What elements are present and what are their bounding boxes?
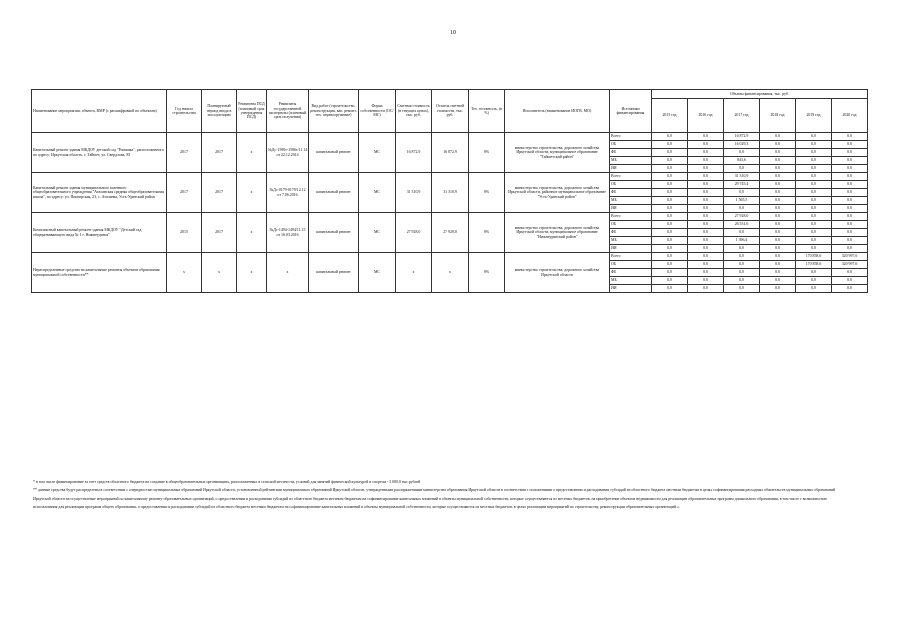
cell-year-end: 2017 xyxy=(202,213,237,253)
cell-amount: 31 310,9 xyxy=(724,173,760,181)
cell-source: ФБ xyxy=(610,149,652,157)
cell-amount: 0,0 xyxy=(760,149,796,157)
cell-amount: 0,0 xyxy=(652,205,688,213)
cell-work-type: капитальный ремонт xyxy=(309,213,359,253)
cell-amount: 0,0 xyxy=(688,205,724,213)
cell-amount: 0,0 xyxy=(688,165,724,173)
footnote-2: ** данные средства будут распределены в соответствии с очередностью муниципальных образований Иркутской области, установленной рейтингами муниципальных образований Иркутской области, утвержденными распоряжениями министерства образования Иркутской области в соответствии с положениями о предоставлении и расходовании субсидий из областного бюджета местным бюджетам в целях софинансирования расходных обязательств муниципальных образований Иркутской области на осуществление мероприятий по капитальному ремонту образовательных организаций, о предоставлении и расходовании субсидий из областного бюджета местным бюджетам на софинансирование капитальных вложений в объекты муниципальной собственности, которые осуществляются из местных бюджетов, на приобретение объектов недвижимости для реализации образовательных программ дошкольного образования, в том числе с возможностью использования для реализации программ общего образования, о предоставлении и расходовании субсидий из областного бюджета местным бюджетам на софинансирование капитальных вложений в объекты муниципальной собственности, которые осуществляются из местных бюджетов, в целях реализации мероприятий по строительству, реконструкции образовательных организаций.». xyxy=(33,488,836,509)
header-psd: Реквизиты ПСД (плановый срок утверждения ПСД) xyxy=(237,90,267,133)
cell-expertise: №Дс-0179-0179/12.12 от 7.06.2016 xyxy=(267,173,309,213)
cell-psd: х xyxy=(237,213,267,253)
header-year-2016: 2016 год xyxy=(688,99,724,133)
cell-amount: 0,0 xyxy=(832,213,868,221)
cell-remaining-cost: 31 310,9 xyxy=(432,173,469,213)
cell-amount: 0,0 xyxy=(832,237,868,245)
cell-amount: 0,0 xyxy=(796,197,832,205)
cell-ownership: МС xyxy=(359,253,396,293)
cell-amount: 0,0 xyxy=(796,205,832,213)
header-work-type: Вид работ (строительство, реконструкция, кап. ремонт, тех. перевооружение) xyxy=(309,90,359,133)
cell-amount: 0,0 xyxy=(832,157,868,165)
cell-amount: 0,0 xyxy=(652,221,688,229)
cell-amount: 0,0 xyxy=(760,141,796,149)
header-readiness: Тех. готовность, (в %) xyxy=(469,90,505,133)
header-executor: Исполнитель (наименование ИОГВ, МО) xyxy=(505,90,610,133)
header-name: Наименование мероприятия, объекта, ВМР (с расшифровкой по объектам) xyxy=(32,90,167,133)
cell-amount: 0,0 xyxy=(832,229,868,237)
cell-source: Всего xyxy=(610,253,652,261)
cell-amount: 0,0 xyxy=(724,149,760,157)
cell-amount: 0,0 xyxy=(724,205,760,213)
cell-amount: 0,0 xyxy=(688,277,724,285)
header-funding-title: Объемы финансирования, тыс. руб. xyxy=(652,90,868,99)
cell-amount: 0,0 xyxy=(688,189,724,197)
cell-source: Всего xyxy=(610,133,652,141)
cell-source: ИИ xyxy=(610,165,652,173)
cell-amount: 0,0 xyxy=(652,269,688,277)
cell-amount: 0,0 xyxy=(688,149,724,157)
cell-amount: 0,0 xyxy=(796,245,832,253)
header-expertise: Реквизиты государственной экспертизы (плановый срок получения) xyxy=(267,90,309,133)
table-body xyxy=(32,133,868,293)
cell-amount: 843,6 xyxy=(724,157,760,165)
cell-amount: 16 029,3 xyxy=(724,141,760,149)
cell-est-cost: 27 928,0 xyxy=(396,213,432,253)
cell-amount: 0,0 xyxy=(652,229,688,237)
cell-amount: 0,0 xyxy=(652,173,688,181)
cell-amount: 29 745,4 xyxy=(724,181,760,189)
cell-object-name: Капитальный ремонт здания муниципального казенного общеобразовательного учреждения "Аталанская средняя общеобразовательная школа", по адресу: ул. Пионерская, 23, с. Аталанка, Усть-Удинский район xyxy=(32,173,167,213)
cell-source: ИИ xyxy=(610,205,652,213)
header-year-2018: 2018 год xyxy=(760,99,796,133)
cell-amount: 26 531,6 xyxy=(724,221,760,229)
cell-amount: 0,0 xyxy=(760,197,796,205)
cell-readiness: 0% xyxy=(469,213,505,253)
cell-amount: 0,0 xyxy=(796,141,832,149)
cell-amount: 0,0 xyxy=(652,261,688,269)
cell-est-cost: х xyxy=(396,253,432,293)
cell-expertise: х xyxy=(267,253,309,293)
cell-amount: 0,0 xyxy=(724,245,760,253)
cell-amount: 0,0 xyxy=(724,189,760,197)
cell-est-cost: 16 872,9 xyxy=(396,133,432,173)
cell-year-start: 2015 xyxy=(167,213,202,253)
cell-amount: 0,0 xyxy=(652,213,688,221)
cell-amount: 0,0 xyxy=(688,181,724,189)
cell-amount: 0,0 xyxy=(652,149,688,157)
cell-object-name: Капитальный ремонт здания МКДОУ детский сад "Ромашка", расположенного по адресу: Иркутская область, г. Тайшет, ул. Свердлова, 85 xyxy=(32,133,167,173)
cell-year-start: х xyxy=(167,253,202,293)
page-number: 10 xyxy=(450,30,456,36)
cell-amount: 0,0 xyxy=(832,277,868,285)
cell-amount: 0,0 xyxy=(724,285,760,293)
cell-amount: 27 928,0 xyxy=(724,213,760,221)
cell-amount: 0,0 xyxy=(688,213,724,221)
cell-amount: 0,0 xyxy=(688,173,724,181)
cell-amount: 0,0 xyxy=(724,165,760,173)
cell-source: МБ xyxy=(610,197,652,205)
cell-year-end: 2017 xyxy=(202,133,237,173)
cell-amount: 0,0 xyxy=(796,277,832,285)
cell-amount: 1 565,5 xyxy=(724,197,760,205)
cell-amount: 0,0 xyxy=(652,189,688,197)
cell-object-name: Комплексный капитальный ремонт здания МКДОУ "Детский сад общеразвивающего вида № 1 г. Нижнеудинск" xyxy=(32,213,167,253)
cell-source: Всего xyxy=(610,173,652,181)
cell-amount: 0,0 xyxy=(652,245,688,253)
cell-amount: 0,0 xyxy=(688,245,724,253)
cell-work-type: капитальный ремонт xyxy=(309,253,359,293)
cell-amount: 0,0 xyxy=(760,253,796,261)
cell-amount: 0,0 xyxy=(688,285,724,293)
footnotes xyxy=(33,478,845,511)
cell-amount: 0,0 xyxy=(832,173,868,181)
cell-amount: 0,0 xyxy=(688,157,724,165)
cell-psd: х xyxy=(237,133,267,173)
cell-amount: 320 997,6 xyxy=(832,261,868,269)
cell-expertise: №Дс-1590т-1586т/11.14 от 22.12.2014 xyxy=(267,133,309,173)
funding-table xyxy=(31,89,868,293)
cell-amount: 320 997,6 xyxy=(832,253,868,261)
cell-ownership: МС xyxy=(359,173,396,213)
cell-amount: 0,0 xyxy=(688,229,724,237)
cell-amount: 0,0 xyxy=(688,269,724,277)
cell-amount: 0,0 xyxy=(796,149,832,157)
cell-remaining-cost: х xyxy=(432,253,469,293)
cell-amount: 0,0 xyxy=(688,237,724,245)
cell-amount: 0,0 xyxy=(832,205,868,213)
cell-readiness: 0% xyxy=(469,133,505,173)
cell-amount: 0,0 xyxy=(760,181,796,189)
cell-amount: 0,0 xyxy=(760,205,796,213)
cell-amount: 0,0 xyxy=(688,253,724,261)
cell-source: ОБ xyxy=(610,181,652,189)
cell-remaining-cost: 27 928,0 xyxy=(432,213,469,253)
cell-amount: 0,0 xyxy=(724,277,760,285)
table-row xyxy=(32,133,868,141)
table-row xyxy=(32,253,868,261)
cell-amount: 0,0 xyxy=(760,229,796,237)
cell-year-start: 2017 xyxy=(167,133,202,173)
cell-amount: 0,0 xyxy=(724,269,760,277)
cell-amount: 0,0 xyxy=(760,133,796,141)
cell-year-end: 2017 xyxy=(202,173,237,213)
cell-amount: 0,0 xyxy=(796,221,832,229)
cell-amount: 16 872,9 xyxy=(724,133,760,141)
cell-year-end: х xyxy=(202,253,237,293)
cell-amount: 0,0 xyxy=(832,245,868,253)
cell-year-start: 2017 xyxy=(167,173,202,213)
cell-amount: 0,0 xyxy=(832,189,868,197)
cell-amount: 0,0 xyxy=(760,221,796,229)
cell-amount: 0,0 xyxy=(652,285,688,293)
table-row xyxy=(32,173,868,181)
cell-source: ОБ xyxy=(610,221,652,229)
cell-amount: 0,0 xyxy=(796,157,832,165)
cell-amount: 0,0 xyxy=(724,261,760,269)
cell-amount: 0,0 xyxy=(688,197,724,205)
cell-amount: 0,0 xyxy=(832,181,868,189)
cell-amount: 0,0 xyxy=(652,133,688,141)
cell-amount: 170 858,6 xyxy=(796,253,832,261)
cell-amount: 0,0 xyxy=(796,285,832,293)
cell-amount: 0,0 xyxy=(832,221,868,229)
cell-amount: 0,0 xyxy=(760,237,796,245)
cell-amount: 0,0 xyxy=(724,253,760,261)
cell-remaining-cost: 16 872,9 xyxy=(432,133,469,173)
cell-amount: 0,0 xyxy=(760,245,796,253)
cell-executor: министерство строительства, дорожного хозяйства Иркутской области xyxy=(505,253,610,293)
cell-amount: 0,0 xyxy=(760,189,796,197)
cell-amount: 0,0 xyxy=(652,141,688,149)
cell-work-type: капитальный ремонт xyxy=(309,133,359,173)
header-year-2019: 2019 год xyxy=(796,99,832,133)
cell-amount: 0,0 xyxy=(652,277,688,285)
header-est-cost: Сметная стоимость (в текущих ценах), тыс. руб. xyxy=(396,90,432,133)
cell-amount: 0,0 xyxy=(796,133,832,141)
header-year-2015: 2015 год xyxy=(652,99,688,133)
cell-amount: 0,0 xyxy=(760,213,796,221)
header-year-2020: 2020 год xyxy=(832,99,868,133)
cell-amount: 0,0 xyxy=(832,141,868,149)
cell-amount: 0,0 xyxy=(688,261,724,269)
cell-ownership: МС xyxy=(359,133,396,173)
cell-psd: х xyxy=(237,253,267,293)
cell-amount: 0,0 xyxy=(652,237,688,245)
header-sources: Источники финансирования xyxy=(610,90,652,133)
header-year-2017: 2017 год xyxy=(724,99,760,133)
header-ownership: Форма собственности (ОС/МС) xyxy=(359,90,396,133)
cell-executor: министерство строительства, дорожного хозяйства Иркутской области, муниципальное образование "Тайшетский район" xyxy=(505,133,610,173)
cell-expertise: №Дс-1494-1494/11.15 от 16.03.2016 xyxy=(267,213,309,253)
cell-amount: 170 858,6 xyxy=(796,261,832,269)
cell-amount: 0,0 xyxy=(796,229,832,237)
header-year-end: Планируемый период ввода в эксплуатацию xyxy=(202,90,237,133)
cell-amount: 0,0 xyxy=(796,213,832,221)
cell-source: Всего xyxy=(610,213,652,221)
cell-source: ИИ xyxy=(610,245,652,253)
table-row xyxy=(32,213,868,221)
cell-amount: 0,0 xyxy=(832,197,868,205)
cell-amount: 0,0 xyxy=(760,157,796,165)
cell-amount: 0,0 xyxy=(652,165,688,173)
cell-amount: 0,0 xyxy=(796,181,832,189)
cell-source: МБ xyxy=(610,277,652,285)
cell-amount: 0,0 xyxy=(832,149,868,157)
cell-amount: 0,0 xyxy=(796,165,832,173)
cell-amount: 0,0 xyxy=(652,181,688,189)
cell-source: ОБ xyxy=(610,141,652,149)
cell-amount: 0,0 xyxy=(688,141,724,149)
cell-amount: 0,0 xyxy=(760,261,796,269)
cell-amount: 0,0 xyxy=(760,173,796,181)
cell-amount: 0,0 xyxy=(688,133,724,141)
cell-amount: 0,0 xyxy=(688,221,724,229)
cell-amount: 0,0 xyxy=(760,277,796,285)
cell-ownership: МС xyxy=(359,213,396,253)
cell-amount: 0,0 xyxy=(652,157,688,165)
cell-amount: 0,0 xyxy=(760,285,796,293)
cell-amount: 0,0 xyxy=(832,165,868,173)
header-remaining-cost: Остаток сметной стоимости, тыс. руб. xyxy=(432,90,469,133)
cell-amount: 0,0 xyxy=(832,269,868,277)
cell-amount: 0,0 xyxy=(832,285,868,293)
cell-amount: 0,0 xyxy=(796,269,832,277)
cell-amount: 0,0 xyxy=(832,133,868,141)
cell-amount: 0,0 xyxy=(724,229,760,237)
cell-amount: 0,0 xyxy=(796,237,832,245)
cell-executor: министерство строительства, дорожного хозяйства Иркутской области, муниципальное образование "Нижнеудинский район" xyxy=(505,213,610,253)
cell-psd: х xyxy=(237,173,267,213)
cell-amount: 0,0 xyxy=(796,189,832,197)
cell-amount: 0,0 xyxy=(796,173,832,181)
cell-source: МБ xyxy=(610,237,652,245)
cell-amount: 0,0 xyxy=(760,165,796,173)
cell-readiness: 0% xyxy=(469,253,505,293)
cell-source: ФБ xyxy=(610,229,652,237)
cell-amount: 1 396,4 xyxy=(724,237,760,245)
cell-source: МБ xyxy=(610,157,652,165)
header-year-start: Год начала строительства xyxy=(167,90,202,133)
cell-readiness: 0% xyxy=(469,173,505,213)
cell-amount: 0,0 xyxy=(652,253,688,261)
cell-amount: 0,0 xyxy=(760,269,796,277)
cell-work-type: капитальный ремонт xyxy=(309,173,359,213)
footnote-1: * в том числе финансирование за счет средств областного бюджета на создание в общеобразовательных организациях, расположенных в сельской местности, условий для занятий физической культурой и спортом - 3 000,0 тыс.рублей xyxy=(33,480,421,484)
cell-est-cost: 31 310,9 xyxy=(396,173,432,213)
cell-source: ФБ xyxy=(610,269,652,277)
cell-object-name: Нераспределенные средства на капитальные ремонты объектов образования муниципальной собственности** xyxy=(32,253,167,293)
cell-executor: министерство строительства, дорожного хозяйства Иркутской области, районное муниципальное образование "Усть-Удинский район" xyxy=(505,173,610,213)
cell-source: ОБ xyxy=(610,261,652,269)
cell-amount: 0,0 xyxy=(652,197,688,205)
cell-source: ФБ xyxy=(610,189,652,197)
cell-source: ИИ xyxy=(610,285,652,293)
